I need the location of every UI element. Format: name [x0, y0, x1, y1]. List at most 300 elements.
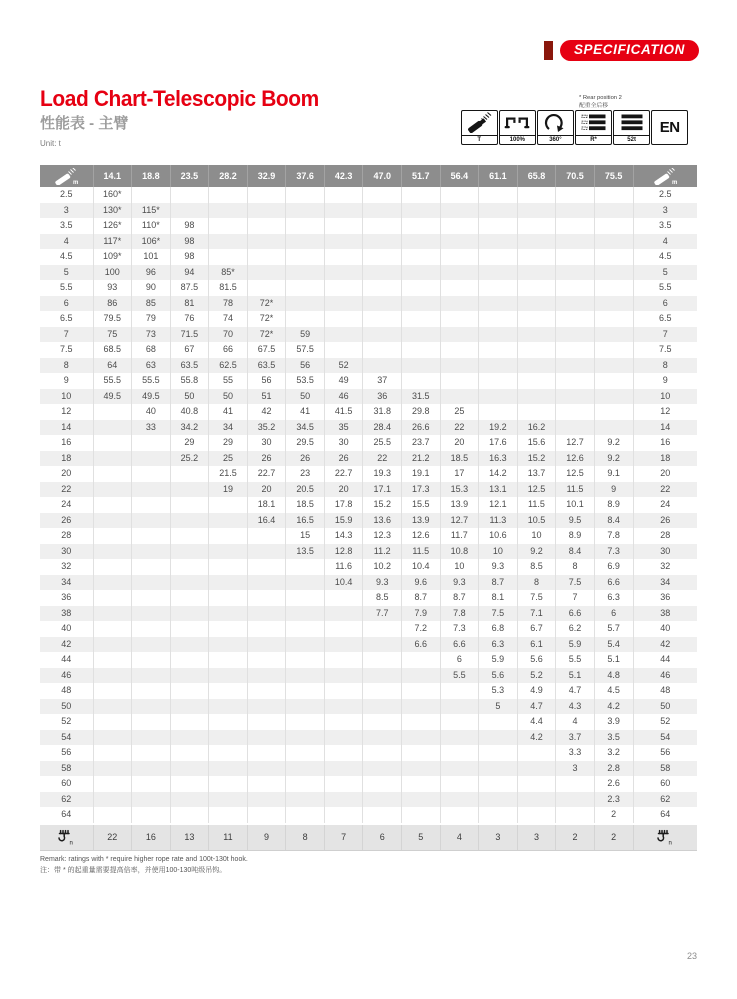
legend-label-boom: T: [462, 135, 497, 145]
load-value-cell: [93, 606, 132, 622]
load-value-cell: [363, 776, 402, 792]
load-value-cell: [247, 652, 286, 668]
load-value-cell: [132, 590, 171, 606]
load-value-cell: 86: [93, 296, 132, 312]
radius-cell: 34: [40, 575, 93, 591]
load-value-cell: 21.5: [209, 466, 248, 482]
load-value-cell: [324, 761, 363, 777]
load-value-cell: [93, 668, 132, 684]
falls-count-cell: 4: [440, 824, 479, 851]
load-value-cell: 9.6: [402, 575, 441, 591]
load-value-cell: 51: [247, 389, 286, 405]
load-value-cell: 13.9: [402, 513, 441, 529]
load-value-cell: 9.3: [479, 559, 518, 575]
load-value-cell: 4.7: [517, 699, 556, 715]
load-value-cell: [594, 373, 633, 389]
radius-cell: 60: [40, 776, 93, 792]
load-value-cell: [132, 621, 171, 637]
load-value-cell: 63: [132, 358, 171, 374]
load-value-cell: [556, 327, 595, 343]
load-value-cell: [247, 637, 286, 653]
load-value-cell: 11.6: [324, 559, 363, 575]
load-value-cell: [286, 590, 325, 606]
load-value-cell: 9.2: [517, 544, 556, 560]
load-value-cell: 15.5: [402, 497, 441, 513]
load-value-cell: [517, 807, 556, 824]
load-value-cell: 11.5: [556, 482, 595, 498]
load-value-cell: 98: [170, 249, 209, 265]
load-value-cell: [324, 342, 363, 358]
load-value-cell: [594, 327, 633, 343]
load-value-cell: 63.5: [170, 358, 209, 374]
radius-cell: 9: [40, 373, 93, 389]
load-value-cell: [402, 342, 441, 358]
load-value-cell: 130*: [93, 203, 132, 219]
load-value-cell: [402, 792, 441, 808]
load-value-cell: 55.5: [132, 373, 171, 389]
load-value-cell: [363, 311, 402, 327]
load-value-cell: 78: [209, 296, 248, 312]
load-value-cell: [324, 590, 363, 606]
load-value-cell: 6.3: [479, 637, 518, 653]
load-value-cell: [209, 761, 248, 777]
load-value-cell: [479, 327, 518, 343]
load-value-cell: 8: [517, 575, 556, 591]
radius-cell: 20: [40, 466, 93, 482]
load-value-cell: 94: [170, 265, 209, 281]
load-value-cell: [209, 528, 248, 544]
load-value-cell: 2.6: [594, 776, 633, 792]
load-value-cell: 96: [132, 265, 171, 281]
load-value-cell: 81: [170, 296, 209, 312]
load-value-cell: [556, 218, 595, 234]
load-value-cell: [440, 342, 479, 358]
load-value-cell: [402, 683, 441, 699]
load-value-cell: 9: [594, 482, 633, 498]
radius-cell: 54: [633, 730, 697, 746]
load-value-cell: [324, 234, 363, 250]
radius-cell: 18: [633, 451, 697, 467]
load-value-cell: [132, 606, 171, 622]
load-value-cell: [170, 528, 209, 544]
load-value-cell: [363, 249, 402, 265]
load-value-cell: [93, 730, 132, 746]
load-value-cell: [594, 420, 633, 436]
load-value-cell: 17.3: [402, 482, 441, 498]
load-value-cell: [440, 218, 479, 234]
load-value-cell: 26: [286, 451, 325, 467]
load-value-cell: [170, 637, 209, 653]
load-value-cell: 12.7: [556, 435, 595, 451]
load-value-cell: [363, 730, 402, 746]
load-value-cell: 25.2: [170, 451, 209, 467]
load-value-cell: 34.2: [170, 420, 209, 436]
load-value-cell: 5.7: [594, 621, 633, 637]
load-value-cell: [170, 668, 209, 684]
load-value-cell: 109*: [93, 249, 132, 265]
radius-cell: 26: [633, 513, 697, 529]
load-value-cell: 8.5: [517, 559, 556, 575]
falls-count-cell: 2: [556, 824, 595, 851]
load-row: [40, 234, 697, 250]
load-value-cell: [93, 497, 132, 513]
load-value-cell: 19: [209, 482, 248, 498]
load-value-cell: [402, 699, 441, 715]
load-value-cell: 15.2: [363, 497, 402, 513]
load-value-cell: [247, 683, 286, 699]
load-value-cell: [479, 792, 518, 808]
load-value-cell: 35.2: [247, 420, 286, 436]
load-value-cell: [170, 466, 209, 482]
load-row: [40, 683, 697, 699]
radius-cell: 8: [633, 358, 697, 374]
load-value-cell: 6.7: [517, 621, 556, 637]
load-value-cell: [247, 745, 286, 761]
load-value-cell: [209, 218, 248, 234]
load-value-cell: [170, 575, 209, 591]
load-value-cell: [556, 373, 595, 389]
load-value-cell: [402, 652, 441, 668]
load-value-cell: 20: [440, 435, 479, 451]
load-value-cell: [556, 807, 595, 824]
load-value-cell: [286, 575, 325, 591]
radius-cell: 9: [662, 375, 668, 385]
radius-cell: 52: [40, 714, 93, 730]
load-value-cell: [209, 699, 248, 715]
load-value-cell: 18.5: [286, 497, 325, 513]
load-value-cell: 7.5: [556, 575, 595, 591]
load-value-cell: [247, 187, 286, 203]
load-value-cell: [556, 776, 595, 792]
radius-cell: 56: [40, 745, 93, 761]
load-value-cell: [324, 668, 363, 684]
load-value-cell: [132, 745, 171, 761]
load-value-cell: [402, 296, 441, 312]
load-value-cell: [440, 249, 479, 265]
radius-cell: 3.5: [658, 220, 672, 230]
boom-length-icon: [54, 168, 79, 185]
load-value-cell: [93, 699, 132, 715]
load-value-cell: 53.5: [286, 373, 325, 389]
load-value-cell: [247, 668, 286, 684]
load-value-cell: 40: [132, 404, 171, 420]
radius-cell: 58: [633, 761, 697, 777]
load-value-cell: 41.5: [324, 404, 363, 420]
load-value-cell: 3.9: [594, 714, 633, 730]
load-value-cell: [132, 497, 171, 513]
load-value-cell: 3.2: [594, 745, 633, 761]
badge-accent-bar: [544, 41, 553, 60]
falls-count-cell: 2: [594, 824, 633, 851]
load-value-cell: 63.5: [247, 358, 286, 374]
load-value-cell: [479, 730, 518, 746]
load-value-cell: [440, 187, 479, 203]
load-value-cell: [132, 559, 171, 575]
load-value-cell: [363, 637, 402, 653]
load-value-cell: 4.3: [556, 699, 595, 715]
boom-length-header: 51.7: [402, 165, 441, 187]
load-value-cell: 12.7: [440, 513, 479, 529]
load-value-cell: [286, 218, 325, 234]
load-chart-table-wrap: [40, 165, 697, 851]
radius-cell: 44: [40, 652, 93, 668]
boom-length-header: 37.6: [286, 165, 325, 187]
radius-cell: 7.5: [658, 344, 672, 354]
load-value-cell: [93, 652, 132, 668]
load-value-cell: [517, 745, 556, 761]
load-value-cell: 16.5: [286, 513, 325, 529]
load-value-cell: 17.6: [479, 435, 518, 451]
load-value-cell: [286, 699, 325, 715]
radius-cell: 7.5: [40, 342, 93, 358]
load-value-cell: 29: [209, 435, 248, 451]
load-value-cell: 6.6: [440, 637, 479, 653]
load-value-cell: [132, 668, 171, 684]
load-value-cell: [286, 203, 325, 219]
load-value-cell: 26: [247, 451, 286, 467]
telescopic-boom-icon: [462, 111, 497, 135]
load-value-cell: [209, 776, 248, 792]
load-value-cell: [402, 358, 441, 374]
load-value-cell: 14.3: [324, 528, 363, 544]
load-value-cell: [517, 404, 556, 420]
radius-cell: 52: [660, 716, 671, 726]
radius-cell: 24: [660, 499, 671, 509]
load-value-cell: [170, 761, 209, 777]
load-value-cell: [170, 699, 209, 715]
boom-length-header: 75.5: [594, 165, 633, 187]
load-value-cell: [247, 528, 286, 544]
svg-text:m: m: [671, 179, 678, 185]
load-value-cell: [479, 296, 518, 312]
load-value-cell: 11.7: [440, 528, 479, 544]
radius-cell: 12: [660, 406, 671, 416]
load-row: [40, 745, 697, 761]
load-value-cell: [363, 187, 402, 203]
load-value-cell: [517, 792, 556, 808]
load-value-cell: [286, 606, 325, 622]
load-value-cell: [594, 187, 633, 203]
load-value-cell: 8.7: [440, 590, 479, 606]
load-value-cell: [93, 761, 132, 777]
load-value-cell: [93, 590, 132, 606]
load-value-cell: 30: [324, 435, 363, 451]
load-value-cell: 16.2: [517, 420, 556, 436]
load-value-cell: 74: [209, 311, 248, 327]
load-value-cell: [479, 404, 518, 420]
radius-cell: 20: [660, 468, 671, 478]
radius-corner-cell: [40, 165, 93, 187]
falls-count-cell: 8: [286, 824, 325, 851]
load-value-cell: [324, 218, 363, 234]
load-value-cell: [247, 606, 286, 622]
load-value-cell: [170, 730, 209, 746]
load-value-cell: 59: [286, 327, 325, 343]
load-value-cell: [170, 776, 209, 792]
load-value-cell: [479, 265, 518, 281]
load-value-cell: 11.3: [479, 513, 518, 529]
load-value-cell: [363, 761, 402, 777]
load-value-cell: 42: [247, 404, 286, 420]
load-value-cell: 62.5: [209, 358, 248, 374]
load-value-cell: [93, 637, 132, 653]
outriggers-icon: [500, 111, 535, 135]
load-value-cell: [93, 420, 132, 436]
load-value-cell: [286, 776, 325, 792]
radius-cell: 30: [40, 544, 93, 560]
radius-cell: 5.5: [40, 280, 93, 296]
load-value-cell: 56: [286, 358, 325, 374]
load-value-cell: [594, 203, 633, 219]
load-value-cell: [93, 528, 132, 544]
radius-cell: 64: [660, 809, 671, 819]
load-value-cell: [132, 699, 171, 715]
boom-length-header: 61.1: [479, 165, 518, 187]
load-value-cell: 6.3: [594, 590, 633, 606]
load-value-cell: 7.8: [440, 606, 479, 622]
load-value-cell: [324, 714, 363, 730]
load-value-cell: 7.5: [517, 590, 556, 606]
load-value-cell: [170, 714, 209, 730]
load-value-cell: [479, 203, 518, 219]
load-value-cell: [247, 249, 286, 265]
load-value-cell: [132, 528, 171, 544]
load-value-cell: 26.6: [402, 420, 441, 436]
load-value-cell: [363, 652, 402, 668]
load-value-cell: 49.5: [93, 389, 132, 405]
falls-count-cell: 7: [324, 824, 363, 851]
load-value-cell: [324, 745, 363, 761]
load-value-cell: 14.2: [479, 466, 518, 482]
page-subtitle-cn: 性能表 - 主臂: [40, 115, 129, 132]
load-value-cell: [363, 280, 402, 296]
load-value-cell: 10.6: [479, 528, 518, 544]
load-value-cell: [286, 187, 325, 203]
radius-cell: 24: [40, 497, 93, 513]
load-value-cell: [93, 621, 132, 637]
load-value-cell: [170, 792, 209, 808]
load-value-cell: [170, 590, 209, 606]
load-value-cell: 12.6: [402, 528, 441, 544]
load-value-cell: [363, 699, 402, 715]
load-value-cell: 115*: [132, 203, 171, 219]
load-value-cell: 15.3: [440, 482, 479, 498]
radius-cell: 2.5: [658, 189, 672, 199]
load-value-cell: [440, 358, 479, 374]
load-value-cell: [402, 280, 441, 296]
load-value-cell: [594, 358, 633, 374]
counterweight-mass-icon: [614, 111, 649, 135]
load-value-cell: 10.4: [402, 559, 441, 575]
load-value-cell: [324, 311, 363, 327]
load-value-cell: 22.7: [247, 466, 286, 482]
load-row: [40, 776, 697, 792]
load-value-cell: [93, 466, 132, 482]
load-row: [40, 311, 697, 327]
load-value-cell: [324, 776, 363, 792]
load-value-cell: 15.9: [324, 513, 363, 529]
load-value-cell: 6.6: [402, 637, 441, 653]
load-value-cell: [132, 451, 171, 467]
legend-box-boom: [461, 110, 498, 145]
load-value-cell: 5.2: [517, 668, 556, 684]
load-value-cell: [440, 296, 479, 312]
radius-cell: 2.5: [40, 187, 93, 203]
load-chart-table: [40, 165, 697, 851]
load-value-cell: [402, 730, 441, 746]
radius-cell: 36: [40, 590, 93, 606]
load-value-cell: [479, 776, 518, 792]
load-value-cell: [402, 327, 441, 343]
load-value-cell: 21.2: [402, 451, 441, 467]
radius-cell: 4: [40, 234, 93, 250]
radius-cell: 4.5: [658, 251, 672, 261]
load-value-cell: [556, 234, 595, 250]
radius-cell: 30: [633, 544, 697, 560]
radius-cell: 16: [660, 437, 671, 447]
load-value-cell: 8.5: [363, 590, 402, 606]
radius-cell: 48: [40, 683, 93, 699]
load-value-cell: [363, 792, 402, 808]
load-row: [40, 404, 697, 420]
load-value-cell: [324, 637, 363, 653]
load-value-cell: 6.9: [594, 559, 633, 575]
load-value-cell: [170, 606, 209, 622]
load-value-cell: [170, 683, 209, 699]
load-value-cell: [132, 513, 171, 529]
load-row: [40, 606, 697, 622]
radius-cell: 4: [633, 234, 697, 250]
load-value-cell: 31.5: [402, 389, 441, 405]
load-value-cell: [170, 482, 209, 498]
load-value-cell: [363, 714, 402, 730]
load-value-cell: 4.7: [556, 683, 595, 699]
load-value-cell: 7.3: [440, 621, 479, 637]
load-value-cell: [209, 745, 248, 761]
load-value-cell: 6.6: [594, 575, 633, 591]
load-value-cell: 67: [170, 342, 209, 358]
load-value-cell: 12.1: [479, 497, 518, 513]
radius-cell: 40: [40, 621, 93, 637]
load-value-cell: 15.6: [517, 435, 556, 451]
legend-box-slewing: [537, 110, 574, 145]
load-value-cell: [517, 761, 556, 777]
load-value-cell: [209, 606, 248, 622]
load-value-cell: 12.5: [517, 482, 556, 498]
load-value-cell: 49.5: [132, 389, 171, 405]
load-value-cell: 93: [93, 280, 132, 296]
falls-count-cell: 3: [479, 824, 518, 851]
load-value-cell: [247, 559, 286, 575]
radius-cell: 54: [40, 730, 93, 746]
load-value-cell: 66: [209, 342, 248, 358]
load-value-cell: [93, 776, 132, 792]
load-value-cell: 20: [324, 482, 363, 498]
load-value-cell: 5.9: [479, 652, 518, 668]
load-value-cell: [209, 544, 248, 560]
load-value-cell: [479, 280, 518, 296]
hook-corner-cell: [40, 824, 93, 851]
radius-cell: 8: [40, 358, 93, 374]
load-value-cell: [479, 342, 518, 358]
load-value-cell: [402, 203, 441, 219]
boom-length-header: 65.8: [517, 165, 556, 187]
radius-cell: 42: [633, 637, 697, 653]
load-value-cell: [93, 792, 132, 808]
load-value-cell: [556, 187, 595, 203]
radius-cell: 10: [40, 389, 93, 405]
load-value-cell: 19.1: [402, 466, 441, 482]
